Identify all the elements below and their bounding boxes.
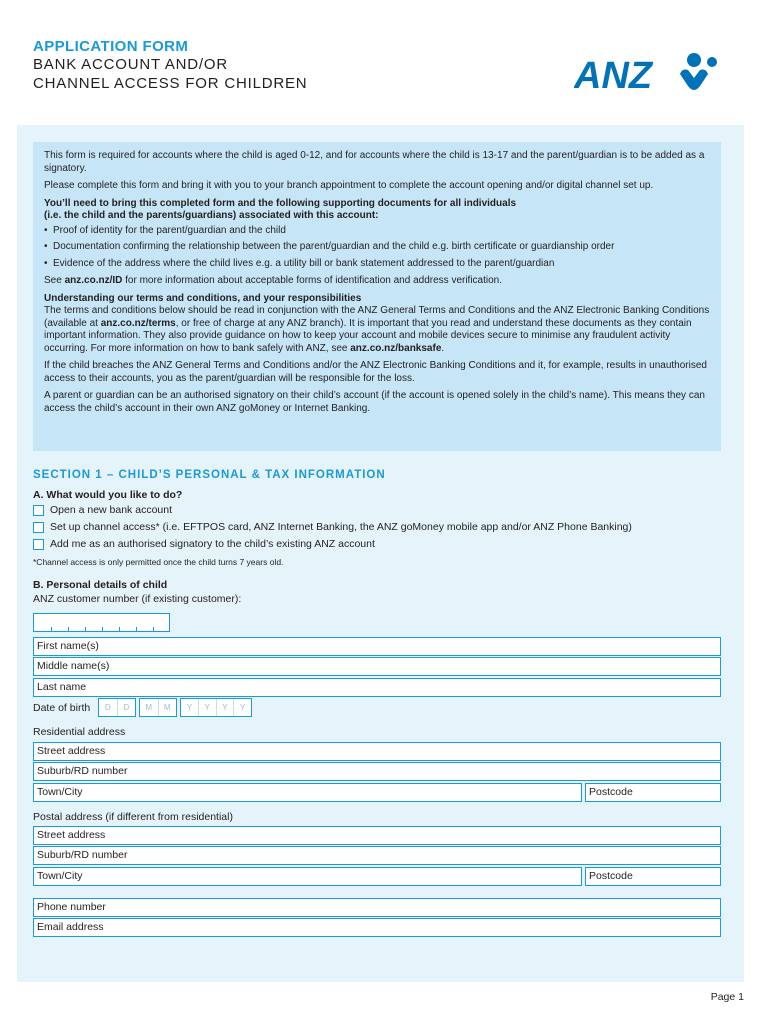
dob-month-input[interactable]: M M	[139, 698, 177, 717]
signatory-paragraph: A parent or guardian can be an authorised signatory on their child’s account (if the account is opened solely in the child’s name). This means they can access the child’s account in their own ANZ goMoney or Internet Banking.	[44, 390, 705, 414]
form-title-line-1: BANK ACCOUNT AND/OR	[33, 56, 228, 73]
phone-field[interactable]: Phone number	[33, 898, 721, 917]
list-item: • Evidence of the address where the child lives e.g. a utility bill or bank statement addressed to the parent/guardian	[44, 258, 711, 271]
last-name-field[interactable]: Last name	[33, 678, 721, 697]
anz-logo-text: ANZ	[574, 55, 653, 94]
question-b: B. Personal details of child	[33, 579, 168, 591]
intro-paragraph-1: This form is required for accounts where the child is aged 0-12, and for accounts where the child is 13-17 and the parent/guardian is to be added as a signatory.	[44, 150, 705, 174]
dob-day-input[interactable]: D D	[98, 698, 136, 717]
breach-paragraph: If the child breaches the ANZ General Terms and Conditions and/or the ANZ Electronic Banking Conditions and it, for example, results in unauthorised access to their accounts, you as the parent/guardian will be responsible for the loss.	[44, 360, 707, 384]
first-name-field[interactable]: First name(s)	[33, 637, 721, 656]
option-add-signatory[interactable]: Add me as an authorised signatory to the child’s existing ANZ account	[33, 538, 375, 550]
residential-street-field[interactable]: Street address	[33, 742, 721, 761]
list-item: • Proof of identity for the parent/guardian and the child	[44, 225, 711, 238]
residential-address-label: Residential address	[33, 726, 126, 738]
intro-paragraph-2: Please complete this form and bring it with you to your branch appointment to complete the account opening and/or digital channel set up.	[44, 180, 654, 191]
postal-address-label: Postal address (if different from residential)	[33, 811, 233, 823]
id-link[interactable]: anz.co.nz/ID	[64, 275, 123, 286]
customer-number-label: ANZ customer number (if existing customer):	[33, 593, 242, 605]
terms-paragraph: The terms and conditions below should be read in conjunction with the ANZ General Terms and Conditions and the ANZ Electronic Banking Conditions (available at anz.co.nz/terms, or free of charge at any ANZ branch). It is important that you read and understand these documents as they contain important information. They also provide guidance on how to keep your account and mobile devices secure to minimise any fraudulent activity occurring. For more information on how to bank safely with ANZ, see anz.co.nz/banksafe.	[44, 305, 710, 354]
list-item: • Documentation confirming the relationship between the parent/guardian and the child e.g. birth certificate or guardianship order	[44, 241, 711, 254]
form-title-line-2: CHANNEL ACCESS FOR CHILDREN	[33, 75, 308, 92]
banksafe-link[interactable]: anz.co.nz/banksafe	[350, 342, 442, 354]
postal-town-field[interactable]: Town/City	[33, 867, 582, 886]
section-1-title: SECTION 1 – CHILD’S PERSONAL & TAX INFORMATION	[33, 469, 386, 481]
form-type-title: APPLICATION FORM	[33, 38, 189, 55]
channel-access-note: *Channel access is only permitted once the child turns 7 years old.	[33, 557, 284, 567]
documents-list	[44, 225, 711, 271]
dob-year-input[interactable]: Y Y Y Y	[180, 698, 252, 717]
bring-heading-1: You’ll need to bring this completed form and the following supporting documents for all individuals	[44, 197, 517, 209]
question-a: A. What would you like to do?	[33, 489, 183, 501]
postal-suburb-field[interactable]: Suburb/RD number	[33, 846, 721, 865]
postal-street-field[interactable]: Street address	[33, 826, 721, 845]
residential-suburb-field[interactable]: Suburb/RD number	[33, 762, 721, 781]
option-channel-access[interactable]: Set up channel access* (i.e. EFTPOS card, ANZ Internet Banking, the ANZ goMoney mobile app and/or ANZ Phone Banking)	[33, 521, 632, 533]
residential-town-field[interactable]: Town/City	[33, 783, 582, 802]
checkbox[interactable]	[33, 505, 44, 516]
email-field[interactable]: Email address	[33, 918, 721, 937]
middle-name-field[interactable]: Middle name(s)	[33, 657, 721, 676]
option-open-account[interactable]: Open a new bank account	[33, 504, 172, 516]
terms-link[interactable]: anz.co.nz/terms	[100, 317, 176, 329]
bring-heading-2: (i.e. the child and the parents/guardians) associated with this account:	[44, 210, 379, 221]
page-number: Page 1	[710, 991, 744, 1003]
dob-label: Date of birth	[33, 702, 91, 714]
checkbox[interactable]	[33, 522, 44, 533]
anz-people-icon	[680, 53, 717, 90]
customer-number-input[interactable]	[33, 613, 170, 632]
checkbox[interactable]	[33, 539, 44, 550]
terms-heading: Understanding our terms and conditions, and your responsibilities	[44, 292, 362, 304]
id-info-paragraph: See anz.co.nz/ID for more information about acceptable forms of identification and address verification.	[44, 275, 503, 286]
form-header	[33, 38, 307, 93]
postal-postcode-field[interactable]: Postcode	[585, 867, 721, 886]
anz-logo	[574, 48, 722, 94]
intro-box	[33, 142, 721, 451]
residential-postcode-field[interactable]: Postcode	[585, 783, 721, 802]
